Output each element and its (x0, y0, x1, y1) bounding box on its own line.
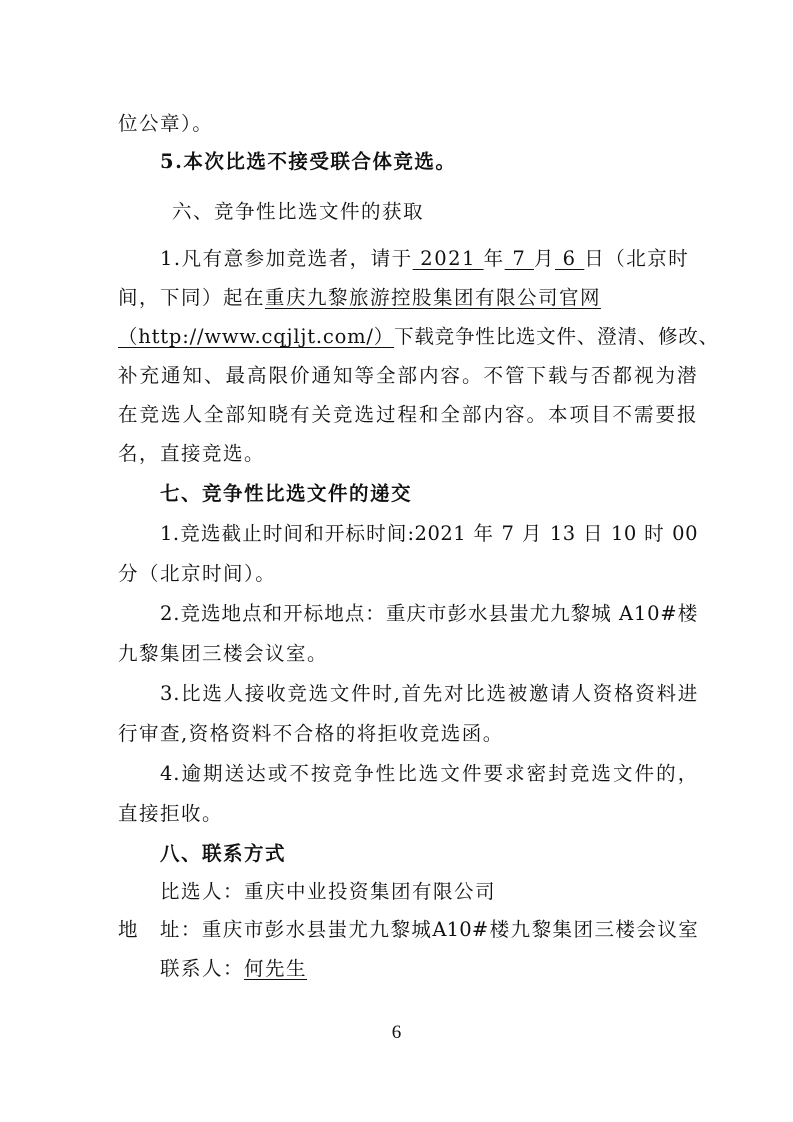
date-year: 2021 (412, 247, 484, 270)
website-url: （http://www.cqjljt.com/） (118, 325, 395, 348)
section-heading-7: 七、竞争性比选文件的递交 (160, 482, 413, 505)
date-day: 6 (554, 247, 585, 270)
paragraph-line: 九黎集团三楼会议室。 (118, 642, 329, 665)
clause-6-1-line: 1.凡有意参加竞选者，请于 2021 年 7 月 6 日（北京时 (160, 247, 690, 270)
paragraph-line: 行审查,资格资料不合格的将拒收竞选函。 (118, 722, 504, 745)
contact-person-name: 何先生 (244, 957, 308, 980)
clause-7-3-line: 3.比选人接收竞选文件时,首先对比选被邀请人资格资料进 (160, 682, 698, 705)
paragraph-line: 直接拒收。 (118, 802, 224, 825)
page-number: 6 (391, 1022, 402, 1043)
clause-7-4-line: 4.逾期送达或不按竞争性比选文件要求密封竞选文件的， (160, 762, 698, 785)
paragraph-line: 名，直接竞选。 (118, 442, 266, 465)
paragraph-line: 补充通知、最高限价通知等全部内容。不管下载与否都视为潜 (118, 364, 698, 387)
section-heading-6: 六、竞争性比选文件的获取 (172, 200, 425, 223)
clause-7-1-line: 1.竞选截止时间和开标时间:2021 年 7 月 13 日 10 时 00 (160, 522, 698, 545)
official-site-name: 重庆九黎旅游控股集团有限公司官网 (265, 286, 602, 309)
contact-person: 联系人：何先生 (160, 957, 308, 980)
paragraph-line: 间，下同）起在重庆九黎旅游控股集团有限公司官网 (118, 286, 602, 309)
contact-selector: 比选人：重庆中业投资集团有限公司 (160, 880, 497, 903)
paragraph-line: 位公章）。 (118, 112, 214, 135)
paragraph-line: （http://www.cqjljt.com/）下载竞争性比选文件、澄清、修改、 (118, 325, 719, 348)
contact-address: 地 址：重庆市彭水县蚩尤九黎城A10#楼九黎集团三楼会议室 (118, 918, 698, 941)
section-heading-8: 八、联系方式 (160, 842, 287, 865)
clause-7-2-line: 2.竞选地点和开标地点：重庆市彭水县蚩尤九黎城 A10#楼 (160, 602, 698, 625)
date-month: 7 (504, 247, 534, 270)
clause-5-no-consortium: 5.本次比选不接受联合体竞选。 (160, 150, 457, 173)
paragraph-line: 在竞选人全部知晓有关竞选过程和全部内容。本项目不需要报 (118, 403, 698, 426)
paragraph-line: 分（北京时间）。 (118, 562, 277, 585)
